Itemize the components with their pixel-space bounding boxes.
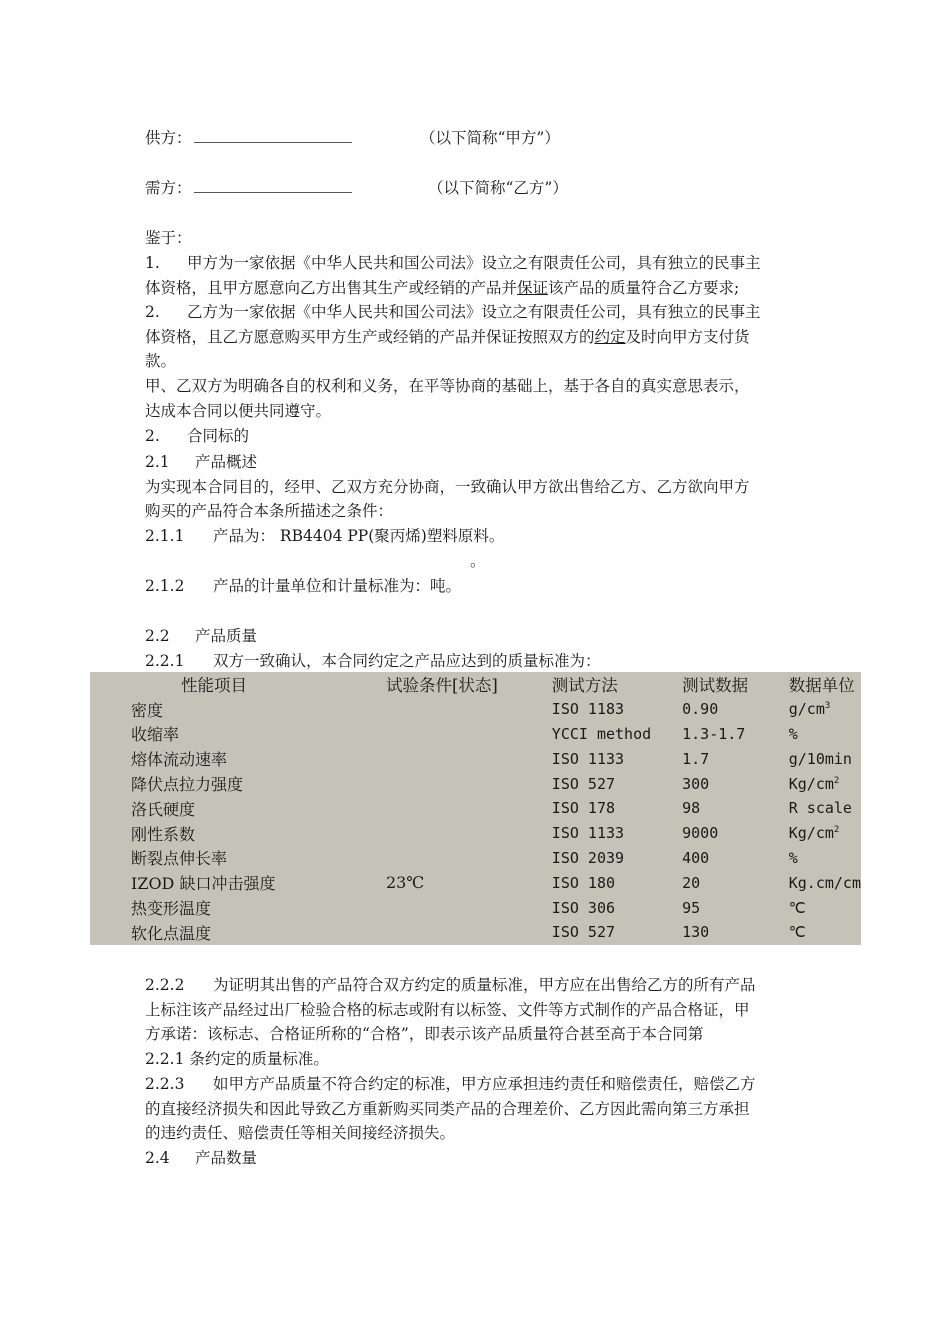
cell-method: ISO 178 [551, 799, 616, 818]
cell-condition [386, 821, 552, 846]
cell-unit [789, 746, 861, 771]
section-2-2-1-text: 双方一致确认，本合同约定之产品应达到的质量标准为： [213, 652, 601, 670]
section-2-2-num: 2.2 [145, 627, 170, 645]
whereas-item-1-text: 甲方为一家依据《中华人民共和国公司法》设立之有限责任公司，具有独立的民事主 [187, 254, 761, 272]
cell-method: ISO 306 [551, 898, 616, 917]
buyer-abbr: （以下简称“乙方”） [428, 179, 568, 197]
agreement-underlined: 约定 [594, 328, 626, 346]
unit-exponent: 2 [833, 775, 840, 786]
cell-property: 刚性系数 [131, 824, 196, 844]
whereas-item-2-text-a: 体资格，且乙方愿意购买甲方生产或经销的产品并保证按照双方的 [145, 328, 595, 346]
section-2-2-2-line-3: 方承诺：该标志、合格证所称的“合格”，即表示该产品质量符合甚至高于本合同第 [145, 1025, 704, 1043]
whereas-item-2-line-1 [145, 300, 761, 324]
cell-value: 9000 [682, 824, 719, 843]
cell-value: 300 [682, 774, 710, 793]
section-2-1-heading [145, 450, 257, 474]
unit-base: % [788, 848, 798, 867]
unit-base: R scale [788, 799, 852, 818]
unit-base: g/cm [788, 700, 825, 719]
unit-exponent: 2 [833, 825, 840, 836]
cell-property: 热变形温度 [131, 899, 212, 919]
section-2-1-1-text: 产品为： RB4404 PP(聚丙烯)塑料原料。 [213, 527, 505, 545]
unit-exponent: 3 [824, 701, 831, 712]
unit-base: Kg.cm/cm [788, 873, 861, 892]
cell-condition [386, 697, 552, 722]
section-2-2-3-line-2: 的直接经济损失和因此导致乙方重新购买同类产品的合理差价、乙方因此需向第三方承担 [145, 1100, 750, 1118]
cell-condition [386, 895, 552, 920]
table-row [90, 895, 861, 920]
table-row [90, 920, 861, 945]
stray-period: 。 [470, 552, 486, 570]
whereas-item-1-text-a: 体资格，且甲方愿意向乙方出售其生产或经销的产品并 [145, 279, 518, 297]
table-row [90, 796, 861, 821]
cell-value: 1.7 [682, 749, 710, 768]
table-row [90, 821, 861, 846]
whereas-item-2-line-2 [145, 325, 750, 349]
guarantee-underlined: 保证 [517, 279, 549, 297]
section-2-heading [145, 424, 249, 448]
whereas-heading: 鉴于： [145, 229, 192, 247]
whereas-item-1-num: 1. [145, 254, 160, 272]
cell-property: 收缩率 [131, 725, 180, 745]
supplier-name-blank[interactable] [194, 128, 352, 143]
whereas-item-2-line-3: 款。 [145, 352, 177, 370]
table-row [90, 870, 861, 895]
section-2-2-heading [145, 624, 257, 648]
table-row [90, 697, 861, 722]
buyer-label: 需方： [145, 179, 192, 197]
section-2-4-title: 产品数量 [195, 1149, 258, 1167]
cell-method: ISO 527 [551, 923, 616, 942]
section-2-2-3-line-1 [145, 1072, 756, 1096]
whereas-item-1-line-1 [145, 251, 761, 275]
cell-unit [789, 895, 861, 920]
buyer-line [145, 176, 845, 200]
cell-unit [789, 697, 861, 722]
section-2-2-2-num: 2.2.2 [145, 976, 185, 994]
cell-value: 98 [682, 799, 701, 818]
cell-value: 1.3-1.7 [682, 724, 746, 743]
cell-method: ISO 2039 [551, 848, 625, 867]
section-2-1-num: 2.1 [145, 453, 170, 471]
supplier-label: 供方： [145, 129, 192, 147]
cell-property: 洛氏硬度 [131, 799, 196, 819]
cell-property: IZOD 缺口冲击强度 [131, 874, 276, 894]
section-2-num: 2. [145, 427, 160, 445]
cell-method: ISO 527 [551, 774, 616, 793]
whereas-item-2-text: 乙方为一家依据《中华人民共和国公司法》设立之有限责任公司，具有独立的民事主 [187, 303, 761, 321]
cell-value: 20 [682, 873, 701, 892]
cell-unit [789, 722, 861, 747]
cell-value: 0.90 [682, 700, 719, 719]
cell-value: 130 [682, 923, 710, 942]
section-2-1-line-1: 为实现本合同目的，经甲、乙双方充分协商，一致确认甲方欲出售给乙方、乙方欲向甲方 [145, 478, 750, 496]
section-2-4-heading [145, 1146, 257, 1170]
section-2-2-3-num: 2.2.3 [145, 1075, 185, 1093]
whereas-item-1-text-b: 该产品的质量符合乙方要求; [548, 279, 740, 297]
header-value: 测试数据 [682, 676, 749, 696]
section-2-1-2-num: 2.1.2 [145, 577, 185, 595]
buyer-name-blank[interactable] [194, 178, 352, 193]
summary-line-2: 达成本合同以便共同遵守。 [145, 402, 332, 420]
cell-method: ISO 1133 [551, 824, 625, 843]
cell-method: YCCI method [551, 724, 652, 743]
section-2-1-2 [145, 574, 461, 598]
section-2-title: 合同标的 [187, 427, 250, 445]
cell-method: ISO 180 [551, 873, 616, 892]
unit-base: % [788, 724, 798, 743]
table-row [90, 771, 861, 796]
section-2-2-2-text: 为证明其出售的产品符合双方约定的质量标准，甲方应在出售给乙方的所有产品 [213, 976, 756, 994]
table-row [90, 722, 861, 747]
cell-property: 降伏点拉力强度 [131, 775, 244, 795]
section-2-2-1 [145, 649, 601, 673]
cell-property: 软化点温度 [131, 923, 212, 943]
cell-unit [789, 846, 861, 871]
section-2-2-3-text: 如甲方产品质量不符合约定的标准，甲方应承担违约责任和赔偿责任，赔偿乙方 [213, 1075, 756, 1093]
summary-line-1: 甲、乙双方为明确各自的权利和义务，在平等协商的基础上，基于各自的真实意思表示， [145, 377, 750, 395]
section-2-1-1 [145, 524, 504, 548]
cell-property: 断裂点伸长率 [131, 849, 228, 869]
cell-property: 密度 [131, 700, 164, 720]
cell-unit [789, 920, 861, 945]
cell-method: ISO 1183 [551, 700, 625, 719]
cell-condition [386, 920, 552, 945]
table-row [90, 746, 861, 771]
section-2-2-2-line-1 [145, 973, 756, 997]
cell-property: 熔体流动速率 [131, 750, 228, 770]
section-2-1-line-2: 购买的产品符合本条所描述之条件： [145, 502, 394, 520]
cell-condition [386, 722, 552, 747]
cell-value: 95 [682, 898, 701, 917]
cell-condition [386, 796, 552, 821]
header-condition: 试验条件[状态] [385, 676, 498, 696]
header-method: 测试方法 [551, 676, 618, 696]
quality-spec-table [90, 672, 861, 945]
cell-condition [386, 746, 552, 771]
unit-base: ℃ [788, 923, 806, 942]
section-2-2-2-line-4: 2.2.1 条约定的质量标准。 [145, 1050, 329, 1068]
cell-condition [386, 771, 552, 796]
section-2-4-num: 2.4 [145, 1149, 170, 1167]
section-2-2-title: 产品质量 [195, 627, 258, 645]
section-2-2-3-line-3: 的违约责任、赔偿责任等相关间接经济损失。 [145, 1124, 456, 1142]
table-header-row [90, 672, 861, 697]
cell-condition: 23℃ [385, 873, 425, 893]
cell-unit [789, 771, 861, 796]
cell-method: ISO 1133 [551, 749, 625, 768]
section-2-1-1-num: 2.1.1 [145, 527, 185, 545]
whereas-item-2-num: 2. [145, 303, 160, 321]
unit-base: g/10min [788, 749, 852, 768]
cell-condition [386, 846, 552, 871]
section-2-1-title: 产品概述 [195, 453, 258, 471]
cell-unit [789, 796, 861, 821]
table-row [90, 846, 861, 871]
section-2-2-1-num: 2.2.1 [145, 652, 185, 670]
whereas-item-2-text-b: 及时向甲方支付货 [625, 328, 750, 346]
unit-base: ℃ [788, 898, 806, 917]
section-2-1-2-text: 产品的计量单位和计量标准为：吨。 [213, 577, 462, 595]
cell-unit [789, 821, 861, 846]
supplier-line [145, 126, 845, 150]
unit-base: Kg/cm [788, 824, 834, 843]
section-2-2-2-line-2: 上标注该产品经过出厂检验合格的标志或附有以标签、文件等方式制作的产品合格证，甲 [145, 1001, 750, 1019]
cell-unit [789, 870, 861, 895]
supplier-abbr: （以下简称“甲方”） [420, 129, 560, 147]
header-unit: 数据单位 [788, 676, 855, 696]
cell-value: 400 [682, 848, 710, 867]
header-property: 性能项目 [181, 676, 247, 696]
whereas-item-1-line-2 [145, 276, 739, 300]
unit-base: Kg/cm [788, 774, 834, 793]
